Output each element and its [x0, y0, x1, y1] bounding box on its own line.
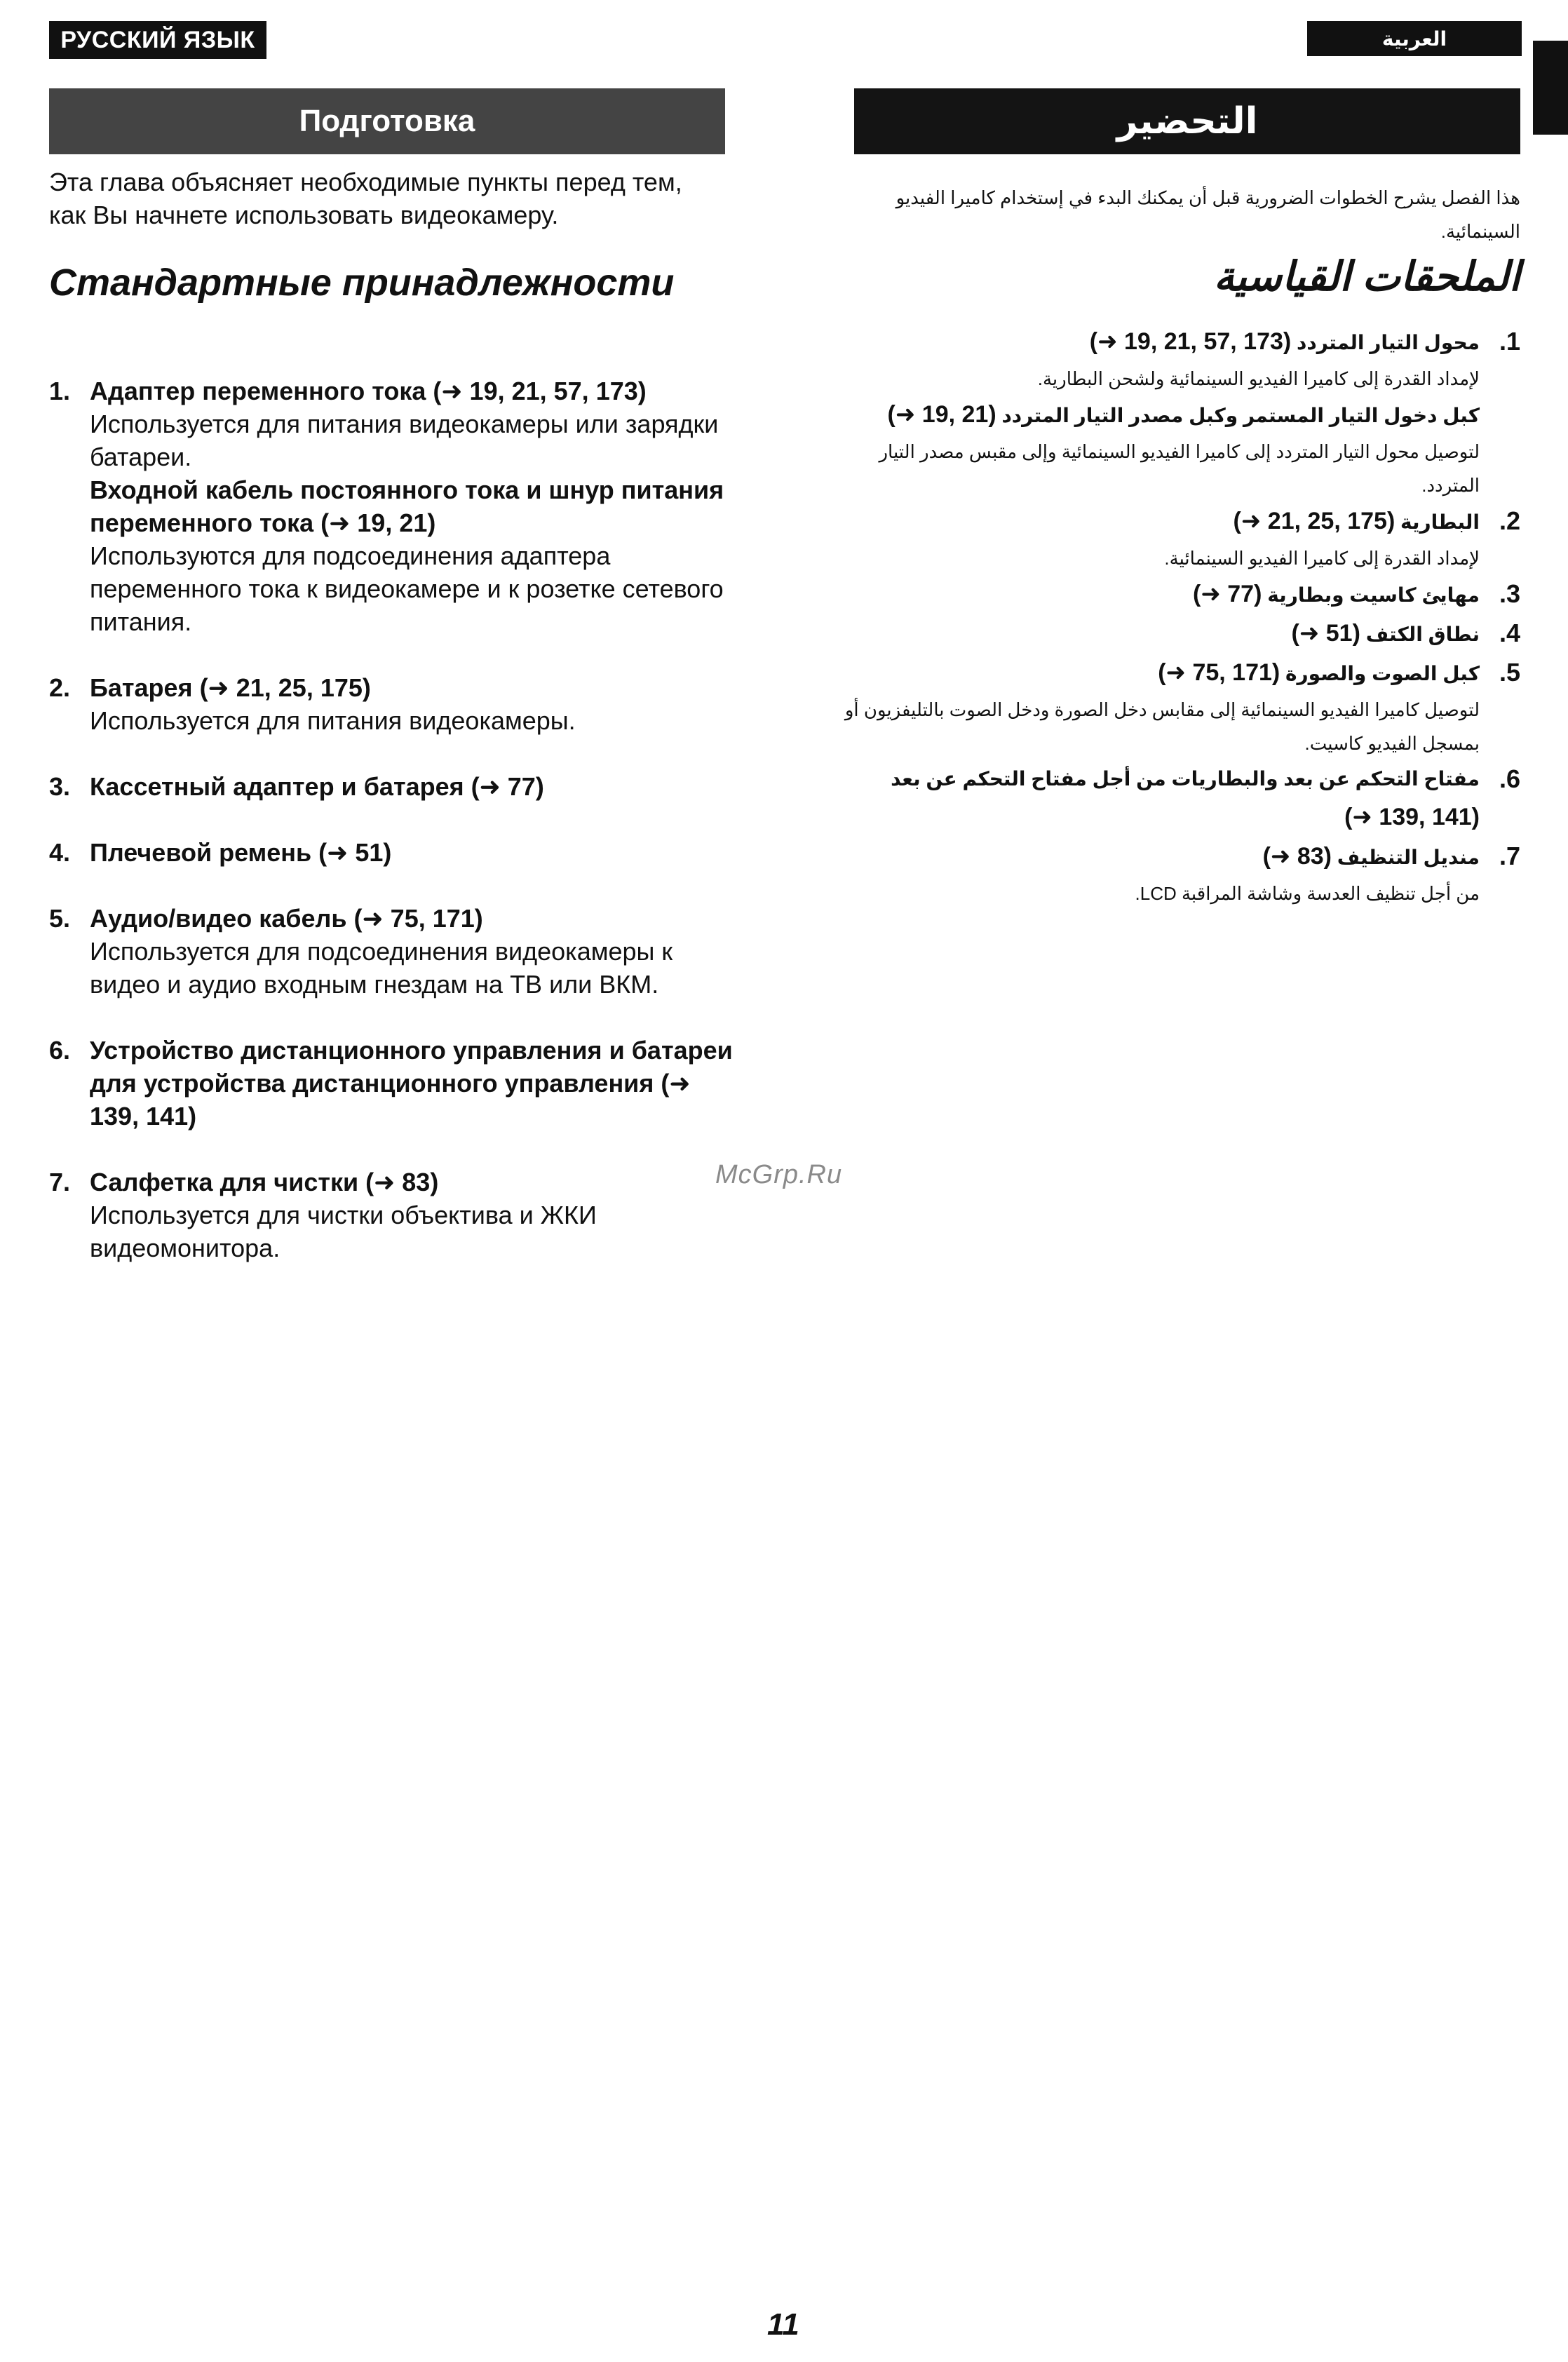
item-number: 6. — [49, 1036, 71, 1065]
accessory-list-arabic — [842, 323, 1520, 910]
item-reference: (➜ 139, 141) — [1344, 804, 1480, 830]
item-number: 3. — [49, 772, 71, 801]
item-number: 2. — [1499, 506, 1520, 535]
item-reference: (➜ 21, 25, 175) — [1233, 508, 1395, 534]
list-item — [49, 902, 736, 1001]
list-item — [49, 1166, 736, 1264]
item-title: محول التيار المتردد — [1297, 332, 1480, 353]
list-item — [49, 1034, 736, 1133]
item-number: 5. — [49, 904, 71, 933]
item-title: Адаптер переменного тока (➜ 19, 21, 57, 173) — [90, 377, 647, 405]
item-title: Устройство дистанционного управления и батареи для устройства дистанционного управления (➜ 139, 141) — [90, 1036, 733, 1131]
item-description-secondary: Используются для подсоединения адаптера переменного тока к видеокамере и к розетке сетевого питания. — [90, 541, 724, 636]
item-title: Салфетка для чистки (➜ 83) — [90, 1168, 439, 1196]
item-title: نطاق الكتف — [1365, 623, 1480, 645]
item-number: 4. — [1499, 619, 1520, 647]
item-number: 3. — [1499, 579, 1520, 608]
item-description: من أجل تنظيف العدسة وشاشة المراقبة LCD. — [1135, 883, 1480, 904]
heading-standard-accessories: Стандартные принадлежности — [49, 262, 675, 304]
page-number: 11 — [767, 2307, 799, 2342]
list-item — [842, 575, 1520, 614]
item-title-secondary: Входной кабель постоянного тока и шнур питания переменного тока (➜ 19, 21) — [90, 475, 724, 537]
item-title: Плечевой ремень (➜ 51) — [90, 838, 392, 867]
item-number: 2. — [49, 673, 71, 702]
item-title: البطارية — [1400, 511, 1480, 533]
section-banner-arabic: التحضير — [854, 88, 1520, 154]
intro-text-arabic: هذا الفصل يشرح الخطوات الضرورية قبل أن يمكنك البدء في إستخدام كاميرا الفيديو السينمائية. — [895, 187, 1520, 242]
item-description-secondary: لتوصيل محول التيار المتردد إلى كاميرا الفيديو السينمائية وإلى مقبس مصدر التيار المتردد. — [879, 441, 1480, 496]
item-number: 1. — [1499, 327, 1520, 356]
item-number: 5. — [1499, 658, 1520, 687]
item-description: لإمداد القدرة إلى كاميرا الفيديو السينمائية. — [1164, 548, 1480, 569]
list-item — [842, 323, 1520, 502]
item-number: 6. — [1499, 764, 1520, 793]
list-item — [49, 671, 736, 737]
item-title: كبل الصوت والصورة — [1285, 663, 1480, 684]
list-item — [842, 614, 1520, 654]
item-reference: (➜ 51) — [1291, 620, 1360, 647]
item-title: منديل التنظيف — [1337, 846, 1480, 868]
item-title: مهايئ كاسيت وبطارية — [1267, 584, 1480, 606]
item-number: 4. — [49, 838, 71, 867]
list-item — [842, 760, 1520, 837]
language-tag-russian: РУССКИЙ ЯЗЫК — [49, 21, 266, 59]
section-banner-russian: Подготовка — [49, 88, 725, 154]
item-reference: (➜ 75, 171) — [1158, 659, 1280, 686]
heading-standard-accessories-arabic: الملحقات القياسية — [1213, 254, 1520, 299]
watermark-text: McGrp.Ru — [715, 1160, 843, 1189]
list-item — [49, 836, 736, 869]
item-title: Аудио/видео кабель (➜ 75, 171) — [90, 904, 483, 933]
language-tag-arabic: العربية — [1307, 21, 1522, 56]
list-item — [49, 374, 736, 638]
page-edge-tab — [1533, 41, 1568, 135]
item-title-secondary: كبل دخول التيار المستمر وكبل مصدر التيار المتردد — [1001, 405, 1480, 426]
item-description: Используется для питания видеокамеры. — [90, 706, 576, 735]
item-description: Используется для чистки объектива и ЖКИ видеомонитора. — [90, 1201, 597, 1262]
item-number: 1. — [49, 377, 71, 405]
item-reference-secondary: (➜ 19, 21) — [887, 401, 996, 428]
item-reference: (➜ 77) — [1193, 581, 1262, 607]
item-description: Используется для питания видеокамеры или зарядки батареи. — [90, 410, 719, 471]
item-description: لتوصيل كاميرا الفيديو السينمائية إلى مقابس دخل الصورة ودخل الصوت بالتليفزيون أو بمسجل الفيديو كاسيت. — [844, 699, 1480, 754]
item-number: 7. — [1499, 842, 1520, 870]
item-description: لإمداد القدرة إلى كاميرا الفيديو السينمائية ولشحن البطارية. — [1037, 368, 1480, 389]
item-reference: (➜ 83) — [1262, 843, 1332, 870]
item-title: مفتاح التحكم عن بعد والبطاريات من أجل مفتاح التحكم عن بعد — [891, 768, 1480, 790]
list-item — [842, 837, 1520, 910]
intro-text-russian: Эта глава объясняет необходимые пункты перед тем, как Вы начнете использовать видеокамеру. — [49, 168, 682, 229]
item-description: Используется для подсоединения видеокамеры к видео и аудио входным гнездам на ТВ или ВКМ. — [90, 937, 673, 999]
list-item — [842, 654, 1520, 760]
item-reference: (➜ 19, 21, 57, 173) — [1089, 328, 1292, 355]
item-number: 7. — [49, 1168, 71, 1196]
item-title: Кассетный адаптер и батарея (➜ 77) — [90, 772, 544, 801]
list-item — [49, 770, 736, 803]
item-title: Батарея (➜ 21, 25, 175) — [90, 673, 371, 702]
accessory-list-russian — [49, 374, 736, 1264]
list-item — [842, 502, 1520, 575]
